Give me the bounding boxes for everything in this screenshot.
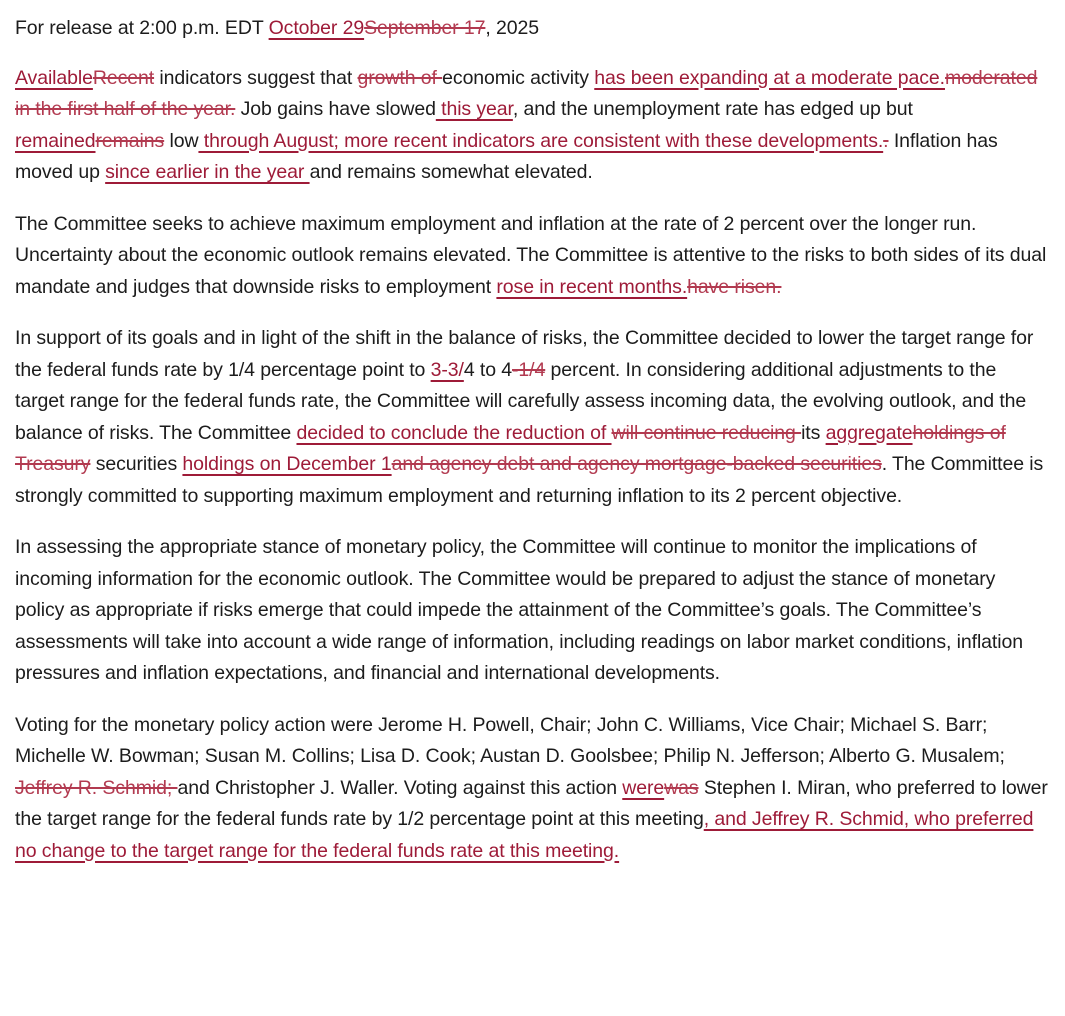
paragraph-2	[15, 323, 1049, 512]
text-run: In assessing the appropriate stance of monetary policy, the Committee will continue to monitor the implications of incoming information for the economic outlook. The Committee would be prepared to adjust the stance of monetary policy as appropriate if risks emerge that could impede the attainment of the Committee’s goals. The Committee’s assessments will take into account a wide range of information, including readings on labor market conditions, inflation pressures and inflation expectations, and financial and international developments.	[15, 536, 1023, 684]
deleted-text: remains	[95, 129, 165, 152]
inserted-text: has been expanding at a moderate pace.	[594, 66, 945, 89]
deleted-text: Recent	[92, 66, 155, 89]
text-run: Stephen I. Miran, who preferred to lower the target range for the federal funds rate by 1/2 percentage point at this meeting	[15, 776, 1048, 830]
inserted-text: remained	[15, 129, 96, 152]
deleted-text: growth of	[357, 66, 443, 89]
paragraph-4	[15, 710, 1049, 868]
text-run: For release at 2:00 p.m. EDT	[15, 17, 269, 39]
inserted-text: through August; more recent indicators are consistent with these developments.	[198, 129, 884, 152]
text-run: Job gains have slowed	[235, 98, 436, 120]
text-run: , 2025	[485, 17, 540, 39]
text-run: indicators suggest that	[154, 66, 358, 89]
inserted-text: aggregate	[825, 421, 913, 444]
paragraph-0	[15, 63, 1049, 189]
deleted-text: will continue reducing	[611, 421, 802, 444]
deleted-text: holdings of Treasury	[15, 421, 1006, 475]
inserted-text: decided to conclude the reduction of	[296, 421, 612, 444]
deleted-text: Jeffrey R. Schmid;	[15, 776, 178, 799]
text-run: and remains somewhat elevated.	[309, 161, 593, 183]
inserted-text: 3-3/	[430, 358, 464, 381]
inserted-text: rose in recent months.	[496, 275, 688, 298]
text-run: low	[164, 129, 199, 152]
inserted-text: this year	[435, 98, 513, 120]
deleted-text: was	[664, 776, 699, 799]
paragraph-1	[15, 209, 1049, 304]
inserted-text: Available	[15, 66, 93, 89]
text-run: The Committee seeks to achieve maximum employment and inflation at the rate of 2 percent over the longer run. Uncertainty about the economic outlook remains elevated. The Committee is attentive to the risks to both sides of its dual mandate and judges that downside risks to employment	[15, 212, 1047, 298]
document-body	[15, 13, 1049, 867]
paragraph-3	[15, 532, 1049, 690]
text-run: and Christopher J. Waller. Voting against this action	[177, 776, 623, 799]
deleted-text: September 17	[364, 17, 486, 39]
text-run: Inflation has moved up	[15, 129, 998, 183]
deleted-text: -1/4	[512, 358, 546, 381]
text-run: 4 to 4	[463, 358, 513, 381]
inserted-text: holdings on December 1	[182, 453, 392, 475]
release-line	[15, 13, 1049, 45]
text-run: In support of its goals and in light of the shift in the balance of risks, the Committee decided to lower the target range for the federal funds rate by 1/4 percentage point to	[15, 327, 1034, 381]
deleted-text: moderated in the first half of the year.	[15, 66, 1038, 120]
text-run: economic activity	[442, 66, 595, 89]
deleted-text: have risen.	[687, 275, 782, 298]
text-run: its	[801, 421, 826, 444]
deleted-text: .	[883, 129, 889, 152]
text-run: Voting for the monetary policy action were Jerome H. Powell, Chair; John C. Williams, Vice Chair; Michael S. Barr; Michelle W. Bowman; Susan M. Collins; Lisa D. Cook; Austan D. Goolsbee; Philip N. Jefferson; Alberto G. Musalem;	[15, 713, 1005, 767]
text-run: , and the unemployment rate has edged up but	[512, 98, 913, 120]
inserted-text: October 29	[268, 17, 365, 39]
text-run: . The Committee is strongly committed to supporting maximum employment and returning inflation to its 2 percent objective.	[15, 453, 1044, 507]
inserted-text: were	[622, 776, 665, 799]
inserted-text: since earlier in the year	[105, 161, 310, 183]
text-run: securities	[90, 453, 183, 475]
deleted-text: and agency debt and agency mortgage-backed securities	[391, 453, 882, 475]
inserted-text: , and Jeffrey R. Schmid, who preferred no change to the target range for the federal funds rate at this meeting.	[15, 808, 1034, 862]
text-run: percent. In considering additional adjustments to the target range for the federal funds rate, the Committee will carefully assess incoming data, the evolving outlook, and the balance of risks. The Committee	[15, 358, 1027, 444]
